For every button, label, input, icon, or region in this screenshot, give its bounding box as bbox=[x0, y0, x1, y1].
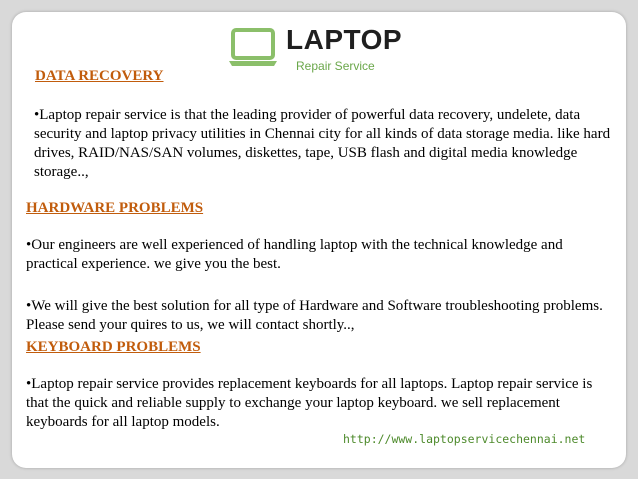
keyboard-text: •Laptop repair service provides replacement keyboards for all laptops. Laptop repair service is that the quick and reliable supply to exchange your laptop keyboard. we sell replacement keyboards for all laptop models. bbox=[26, 376, 593, 430]
website-link[interactable]: http://www.laptopservicechennai.net bbox=[343, 432, 586, 446]
heading-hardware-problems: HARDWARE PROBLEMS bbox=[26, 200, 204, 216]
hardware-text-2: •We will give the best solution for all type of Hardware and Software troubleshooting problems. Please send your quires to us, we will contact shortly.., bbox=[26, 298, 603, 333]
logo bbox=[228, 26, 408, 76]
logo-subtitle: Repair Service bbox=[296, 59, 375, 73]
laptop-icon bbox=[228, 28, 280, 68]
heading-keyboard-problems: KEYBOARD PROBLEMS bbox=[26, 339, 201, 355]
hardware-text-1: •Our engineers are well experienced of handling laptop with the technical knowledge and practical experience. we give you the best. bbox=[26, 237, 563, 272]
heading-data-recovery: DATA RECOVERY bbox=[35, 68, 164, 84]
data-recovery-text: •Laptop repair service is that the leading provider of powerful data recovery, undelete, data security and laptop privacy utilities in Chennai city for all kinds of data storage media. like hard drives, RAID/NAS/SAN volumes, diskettes, tape, USB flash and digital media knowledge storage.., bbox=[34, 107, 611, 180]
logo-title: LAPTOP bbox=[286, 24, 403, 55]
